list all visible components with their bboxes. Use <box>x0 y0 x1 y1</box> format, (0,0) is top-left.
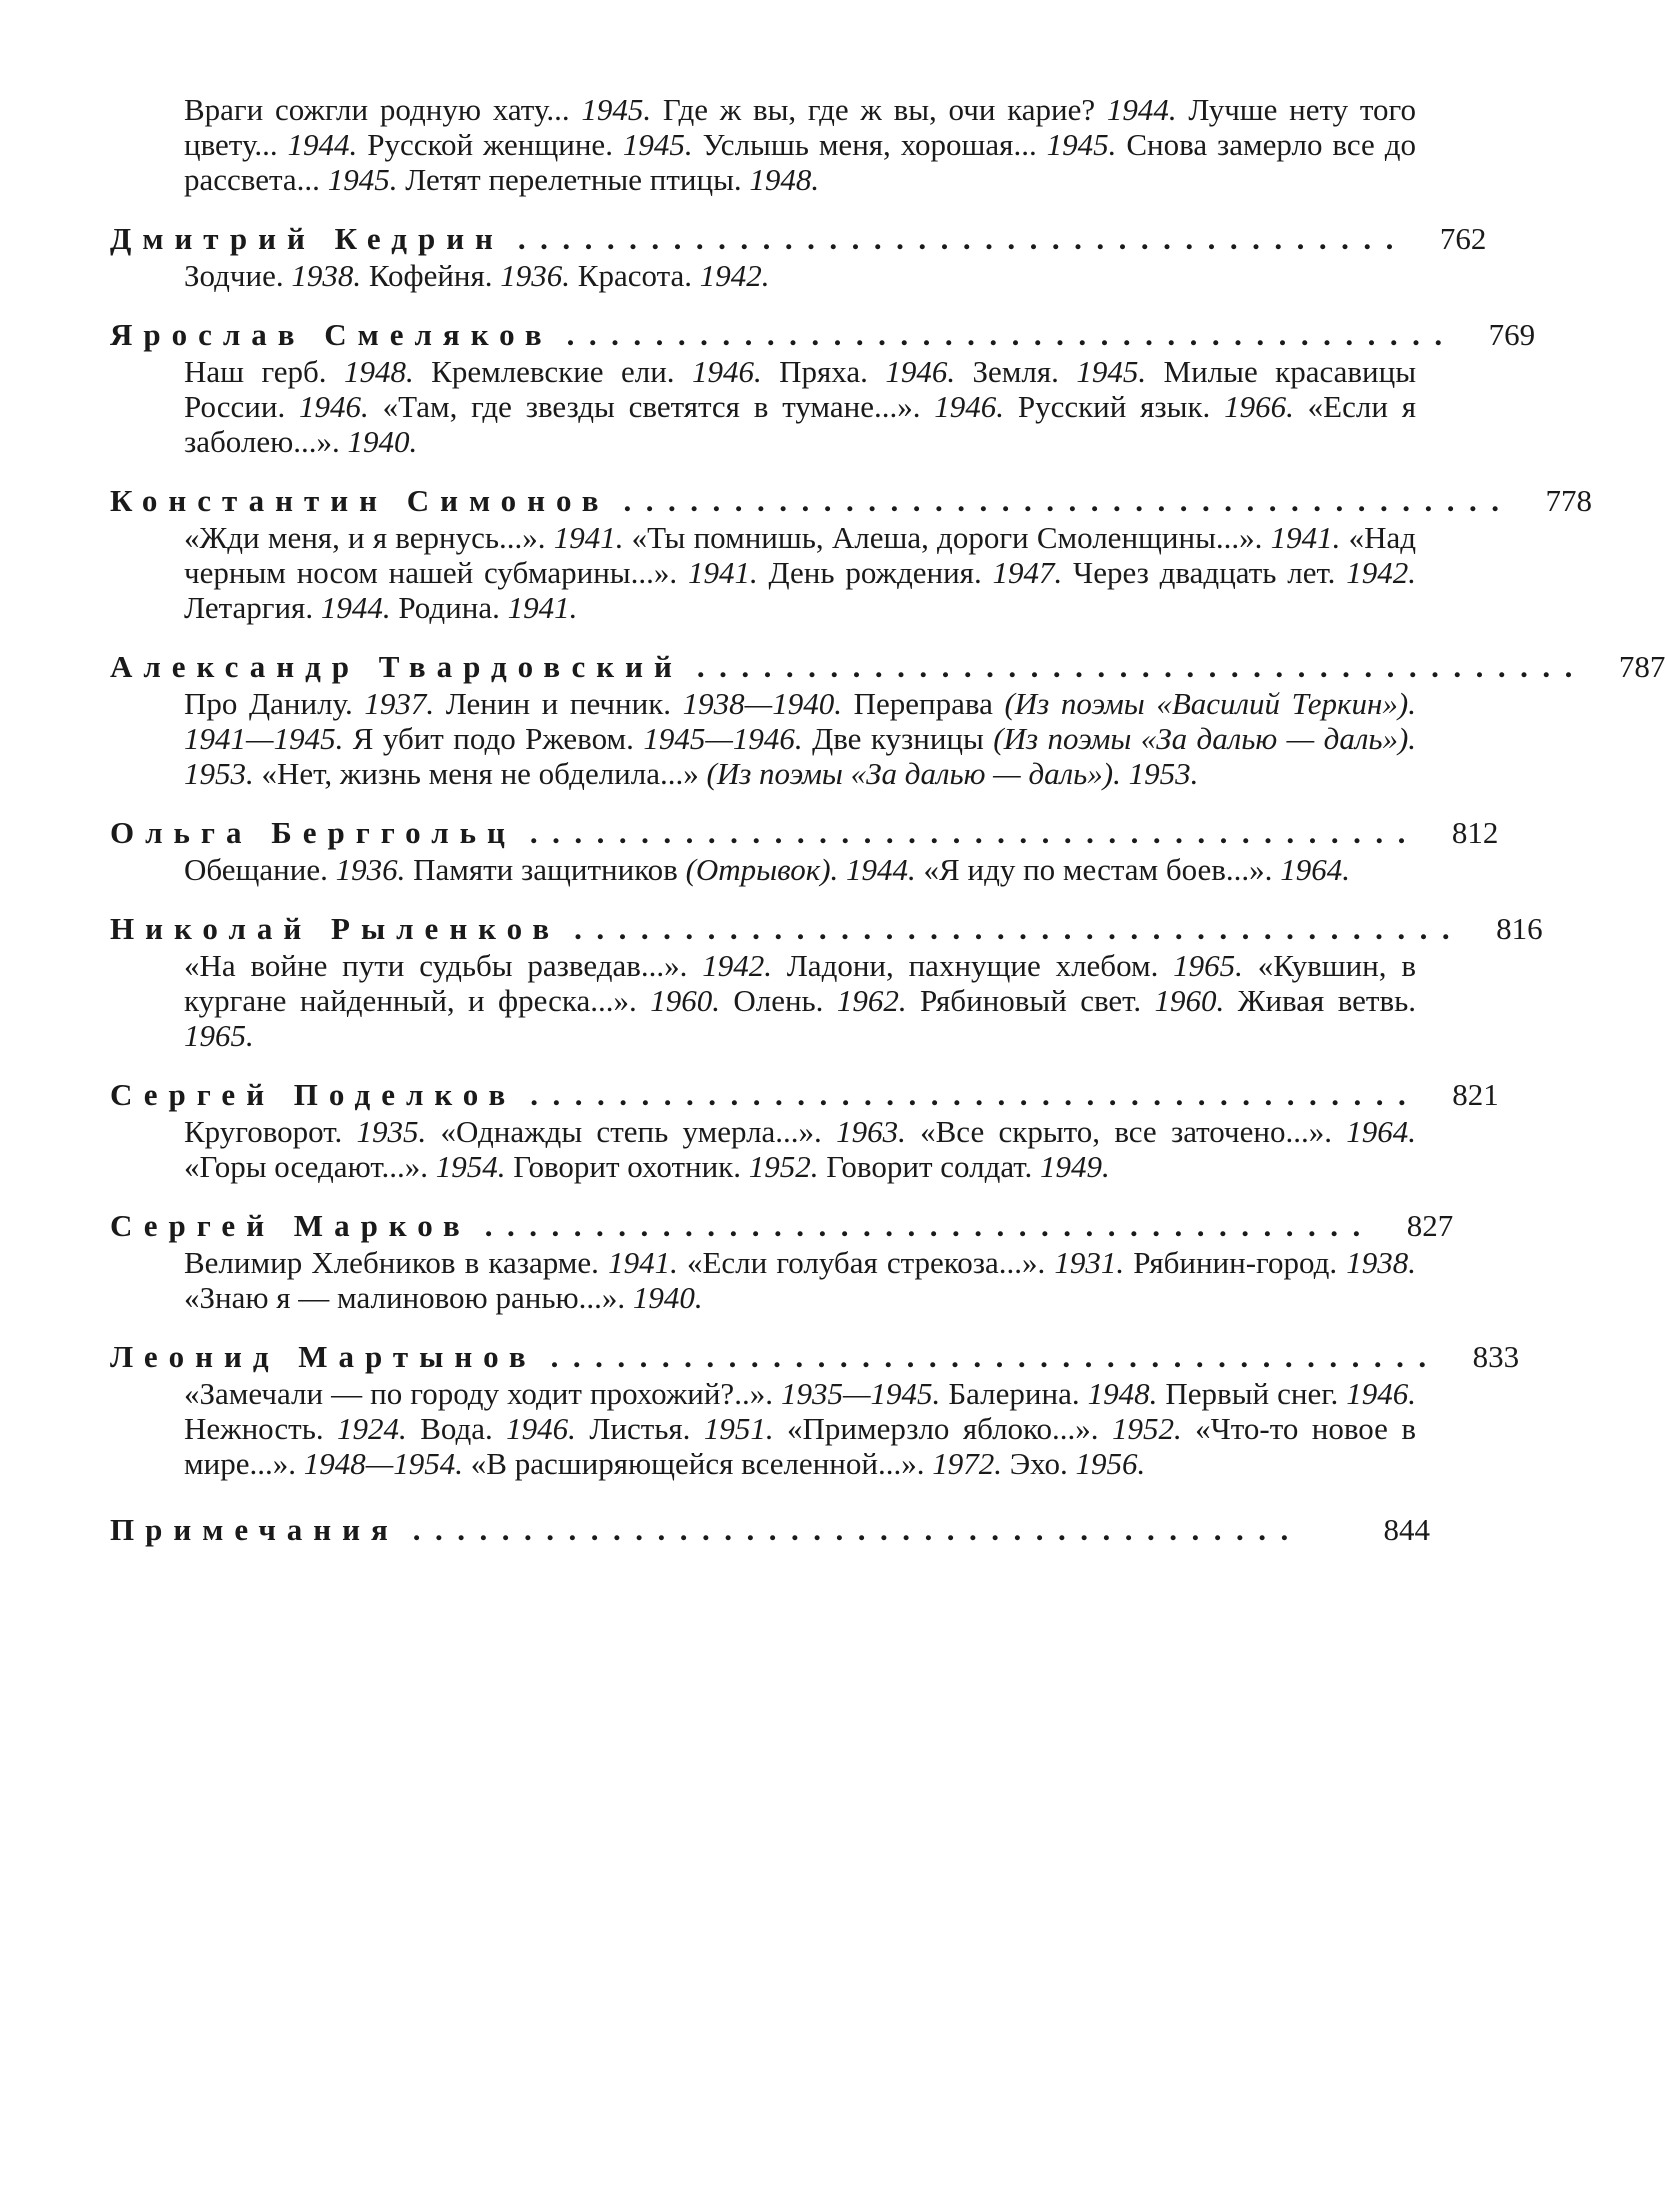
toc-entry <box>110 316 1536 459</box>
work-title: Враги сожгли родную хату... <box>184 92 582 127</box>
work-title: Две кузницы <box>802 721 994 756</box>
page-number: 769 <box>1488 317 1536 352</box>
work-title: Круговорот. <box>184 1114 357 1149</box>
toc-entry <box>110 648 1665 791</box>
work-title: Я убит подо Ржевом. <box>343 721 644 756</box>
work-year: 1940. <box>347 424 418 459</box>
author-line <box>110 648 1665 686</box>
work-year: 1941. <box>553 520 624 555</box>
work-title: Листья. <box>575 1411 704 1446</box>
work-title: «Замечали — по городу ходит прохожий?..». <box>184 1376 781 1411</box>
work-title: Услышь меня, хорошая... <box>692 127 1047 162</box>
work-title: Русский язык. <box>1004 389 1225 424</box>
work-year: 1972. <box>932 1446 1002 1481</box>
work-title: Где ж вы, где ж вы, очи карие? <box>651 92 1107 127</box>
work-year: 1949. <box>1040 1149 1110 1184</box>
work-year: 1945. <box>622 127 693 162</box>
work-title: «Жди меня, и я вернусь...». <box>184 520 554 555</box>
works-list <box>184 1376 1416 1481</box>
dot-leader: ........................................ <box>566 317 1457 352</box>
work-year: 1942. <box>699 258 770 293</box>
toc-entry <box>110 220 1487 293</box>
work-title: «В расширяющейся вселенной...». <box>463 1446 933 1481</box>
work-year: 1963. <box>836 1114 906 1149</box>
author-name: Сергей Поделков <box>110 1077 517 1112</box>
works-list <box>184 686 1416 791</box>
toc-entry <box>110 1338 1520 1481</box>
work-title: «Нет, жизнь меня не обделила...» <box>253 756 707 791</box>
works-list <box>184 852 1416 887</box>
work-title: Говорит охотник. <box>505 1149 749 1184</box>
author-name: Сергей Марков <box>110 1208 471 1243</box>
work-year: 1938—1940. <box>682 686 842 721</box>
work-year: 1945. <box>327 162 398 197</box>
work-year: (Из поэмы «Василий Теркин»). 1941—1945. <box>184 686 1417 756</box>
work-year: 1924. <box>337 1411 407 1446</box>
toc-entries <box>110 220 1665 1481</box>
notes-page-number: 844 <box>1383 1512 1430 1547</box>
toc-entry-notes <box>110 1511 1430 1549</box>
author-line <box>110 814 1499 852</box>
works-list <box>184 1245 1416 1315</box>
table-of-contents <box>110 92 1665 1549</box>
work-year: 1945—1946. <box>643 721 803 756</box>
work-title: Кофейня. <box>361 258 501 293</box>
work-title: «Я иду по местам боев...». <box>915 852 1281 887</box>
work-title: Родина. <box>390 590 508 625</box>
works-list <box>184 520 1416 625</box>
work-year: 1945. <box>1046 127 1117 162</box>
page-number: 787 <box>1618 649 1665 684</box>
dot-leader: ........................................ <box>550 1339 1441 1374</box>
work-year: 1960. <box>1154 983 1225 1018</box>
page-number: 812 <box>1451 815 1499 850</box>
work-year: 1946. <box>299 389 369 424</box>
work-title: «Что-то новое в мире...». <box>184 1411 1416 1481</box>
work-year: 1962. <box>836 983 907 1018</box>
work-title: Переправа <box>841 686 1005 721</box>
work-year: 1946. <box>934 389 1005 424</box>
work-title: Русской женщине. <box>357 127 623 162</box>
work-year: 1941. <box>608 1245 678 1280</box>
page-number: 816 <box>1496 911 1543 946</box>
work-year: 1935—1945. <box>780 1376 941 1411</box>
work-title: Лучше нету того цвету... <box>184 92 1417 162</box>
work-year: 1940. <box>632 1280 703 1315</box>
work-year: 1952. <box>1111 1411 1182 1446</box>
work-year: 1944. <box>320 590 391 625</box>
work-title: «Над черным носом нашей субмарины...». <box>184 520 1416 590</box>
work-title: Наш герб. <box>184 354 344 389</box>
dot-leader: ........................................ <box>623 483 1514 518</box>
toc-entry <box>110 814 1499 887</box>
work-title: Балерина. <box>940 1376 1088 1411</box>
work-title: Земля. <box>955 354 1077 389</box>
work-year: 1936. <box>335 852 406 887</box>
work-title: «На войне пути судьбы разведав...». <box>184 948 703 983</box>
author-name: Дмитрий Кедрин <box>110 221 504 256</box>
work-year: 1948. <box>749 162 820 197</box>
toc-entry <box>110 910 1543 1053</box>
work-title: Через двадцать лет. <box>1062 555 1347 590</box>
works-list <box>184 354 1416 459</box>
work-year: 1952. <box>748 1149 819 1184</box>
work-year: 1937. <box>364 686 435 721</box>
dot-leader: ........................................ <box>529 815 1420 850</box>
work-title: Кремлевские ели. <box>413 354 692 389</box>
work-year: 1948—1954. <box>303 1446 464 1481</box>
work-year: (Из поэмы «За далью — даль»). 1953. <box>184 721 1417 791</box>
work-year: 1947. <box>992 555 1063 590</box>
work-year: 1948. <box>1087 1376 1158 1411</box>
work-year: 1945. <box>581 92 652 127</box>
page-number: 762 <box>1439 221 1487 256</box>
author-line <box>110 316 1536 354</box>
work-year: 1946. <box>506 1411 576 1446</box>
work-year: 1951. <box>703 1411 774 1446</box>
work-title: Ладони, пахнущие хлебом. <box>771 948 1174 983</box>
author-line <box>110 1338 1520 1376</box>
work-title: Красота. <box>570 258 700 293</box>
work-title: Зодчие. <box>184 258 292 293</box>
work-year: 1946. <box>691 354 762 389</box>
work-title: «Если я заболею...». <box>184 389 1416 459</box>
work-title: Милые красавицы России. <box>184 354 1417 424</box>
work-year: 1941. <box>687 555 758 590</box>
author-line <box>110 220 1487 258</box>
work-title: «Ты помнишь, Алеша, дороги Смоленщины...». <box>623 520 1271 555</box>
author-name: Николай Рыленков <box>110 911 561 946</box>
work-title: Живая ветвь. <box>1224 983 1416 1018</box>
author-line <box>110 1207 1454 1245</box>
work-title: Ленин и печник. <box>434 686 683 721</box>
work-year: 1948. <box>343 354 414 389</box>
work-title: Пряха. <box>761 354 886 389</box>
works-list <box>184 258 1416 293</box>
page-number: 827 <box>1406 1208 1454 1243</box>
work-title: «Кувшин, в кургане найденный, и фреска...». <box>184 948 1416 1018</box>
work-year: 1938. <box>291 258 362 293</box>
work-year: 1954. <box>435 1149 506 1184</box>
work-year: (Из поэмы «За далью — даль»). 1953. <box>706 756 1199 791</box>
work-title: Рябиновый свет. <box>906 983 1155 1018</box>
work-title: Памяти защитников <box>405 852 686 887</box>
author-line <box>110 910 1543 948</box>
notes-label: Примечания <box>110 1512 399 1547</box>
work-year: (Отрывок). 1944. <box>685 852 916 887</box>
work-year: 1956. <box>1075 1446 1146 1481</box>
author-name: Александр Твардовский <box>110 649 683 684</box>
work-title: Эхо. <box>1001 1446 1076 1481</box>
intro-works <box>184 92 1416 197</box>
dot-leader: ........................................ <box>696 649 1587 684</box>
author-name: Леонид Мартынов <box>110 1339 537 1374</box>
work-year: 1946. <box>885 354 956 389</box>
dot-leader: ........................................ <box>484 1208 1375 1243</box>
work-year: 1965. <box>1173 948 1243 983</box>
dot-leader: ........................................ <box>574 911 1465 946</box>
work-title: Обещание. <box>184 852 336 887</box>
work-year: 1941. <box>1270 520 1341 555</box>
work-year: 1942. <box>1346 555 1416 590</box>
work-year: 1931. <box>1054 1245 1125 1280</box>
author-line <box>110 482 1593 520</box>
author-name: Ярослав Смеляков <box>110 317 553 352</box>
dot-leader: ........................................ <box>530 1077 1421 1112</box>
toc-entry <box>110 1207 1454 1315</box>
work-title: Велимир Хлебников в казарме. <box>184 1245 609 1280</box>
work-year: 1936. <box>500 258 571 293</box>
work-title: «Если голубая стрекоза...». <box>677 1245 1055 1280</box>
work-title: День рождения. <box>757 555 993 590</box>
work-year: 1964. <box>1280 852 1350 887</box>
author-line <box>110 1076 1499 1114</box>
page-number: 778 <box>1545 483 1593 518</box>
work-year: 1965. <box>184 1018 254 1053</box>
works-list <box>184 948 1416 1053</box>
work-year: 1941. <box>507 590 578 625</box>
works-list <box>184 1114 1416 1184</box>
toc-entry <box>110 1076 1499 1184</box>
work-title: «Знаю я — малиновою ранью...». <box>184 1280 633 1315</box>
work-year: 1944. <box>287 127 358 162</box>
author-name: Константин Симонов <box>110 483 610 518</box>
work-title: Рябинин-город. <box>1124 1245 1347 1280</box>
work-year: 1960. <box>650 983 720 1018</box>
notes-line <box>110 1511 1430 1549</box>
work-year: 1944. <box>1106 92 1177 127</box>
work-title: Нежность. <box>184 1411 338 1446</box>
dot-leader: ........................................ <box>412 1512 1303 1547</box>
work-title: Олень. <box>719 983 837 1018</box>
work-year: 1942. <box>702 948 772 983</box>
work-title: Говорит солдат. <box>818 1149 1041 1184</box>
work-title: «Горы оседают...». <box>184 1149 436 1184</box>
work-year: 1935. <box>356 1114 427 1149</box>
work-year: 1966. <box>1224 389 1294 424</box>
work-title: «Там, где звезды светятся в тумане...». <box>368 389 935 424</box>
work-title: Летят перелетные птицы. <box>397 162 750 197</box>
page-number: 821 <box>1452 1077 1499 1112</box>
work-title: «Все скрыто, все заточено...». <box>905 1114 1347 1149</box>
work-year: 1946. <box>1346 1376 1416 1411</box>
author-name: Ольга Берггольц <box>110 815 516 850</box>
work-year: 1938. <box>1346 1245 1417 1280</box>
page-number: 833 <box>1472 1339 1520 1374</box>
work-year: 1945. <box>1076 354 1147 389</box>
work-title: «Однажды степь умерла...». <box>426 1114 837 1149</box>
work-title: Вода. <box>406 1411 507 1446</box>
work-title: Первый снег. <box>1157 1376 1347 1411</box>
work-title: Летаргия. <box>184 590 321 625</box>
work-title: Снова замерло все до рассвета... <box>184 127 1416 197</box>
dot-leader: ........................................ <box>517 221 1408 256</box>
work-title: Про Данилу. <box>184 686 365 721</box>
work-year: 1964. <box>1346 1114 1416 1149</box>
work-title: «Примерзло яблоко...». <box>773 1411 1112 1446</box>
toc-entry <box>110 482 1593 625</box>
